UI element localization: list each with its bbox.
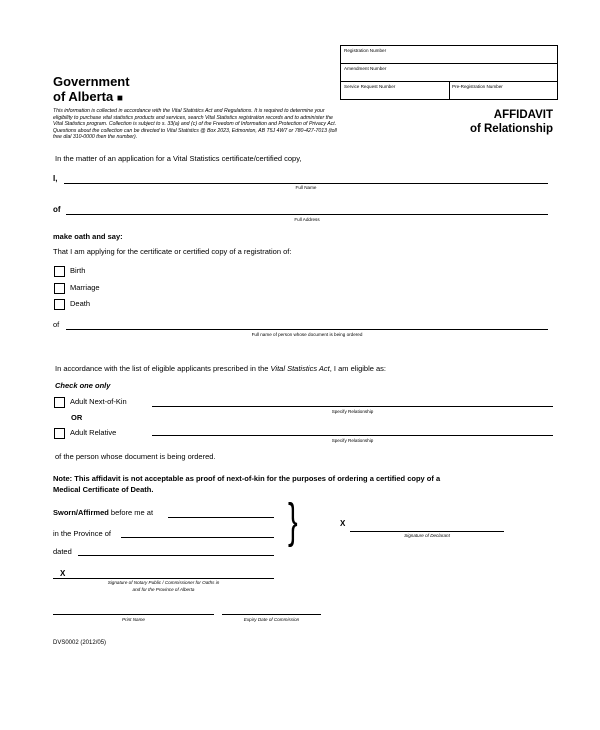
dated-label: dated (53, 547, 72, 556)
notary-x-mark: X (60, 569, 66, 578)
next-of-kin-relationship-field[interactable] (152, 406, 553, 407)
gov-line2: of Alberta (53, 89, 114, 104)
death-checkbox[interactable] (54, 299, 65, 310)
make-oath-label: make oath and say: (53, 232, 123, 241)
next-of-kin-label: Adult Next-of-Kin (70, 397, 127, 406)
gov-line1: Government (53, 74, 130, 89)
privacy-notice: This information is collected in accordance with the Vital Statistics Act and Regulations. It is required to determine your eligibility to purchase vital statistics products and services, search Vital Statistics registration records and to administer the Vital Statistics program. Collection is subject to s. 33(a) and (c) of the Freedom of Information and Protection of Privacy Act. Questions about the collection can be directed to Vital Statistics @ Box 2023, Edmonton, AB T5J 4W7 or 780-427-7013 (toll free dial 310-0000 then the number). (53, 108, 337, 141)
eligible-act: Vital Statistics Act (270, 364, 330, 373)
applying-text: That I am applying for the certificate or certified copy of a registration of: (53, 247, 292, 256)
notary-line1: Signature of Notary Public / Commissioner for Oaths in (107, 580, 220, 585)
title-line1: AFFIDAVIT (493, 109, 553, 121)
next-of-kin-checkbox[interactable] (54, 397, 65, 408)
specify-relationship-caption-2: Specify Relationship (331, 438, 374, 443)
notary-line2: and for the Province of Alberta (132, 586, 195, 592)
government-logo (53, 74, 130, 106)
marriage-label: Marriage (70, 283, 100, 292)
declarant-x-mark: X (340, 519, 346, 528)
note-line1: Note: This affidavit is not acceptable as proof of next-of-kin for the purposes of ordering a certified copy of a (53, 474, 441, 483)
amendment-number-label: Amendment Number (344, 66, 387, 71)
adult-relative-checkbox[interactable] (54, 428, 65, 439)
of-label-2: of (53, 320, 60, 329)
sworn-location-field[interactable] (168, 517, 274, 518)
person-whose-text: of the person whose document is being ordered. (55, 452, 216, 461)
note-line2: Medical Certificate of Death. (53, 485, 154, 494)
sworn-label: Sworn/Affirmed (53, 508, 109, 517)
birth-checkbox[interactable] (54, 266, 65, 277)
province-field[interactable] (121, 537, 274, 538)
registration-number-label: Registration Number (344, 48, 387, 53)
gov-mark-icon: ■ (116, 93, 123, 104)
eligible-suffix: , I am eligible as: (329, 364, 387, 373)
pre-registration-number-label: Pre-Registration Number (452, 84, 503, 89)
note-text (53, 473, 440, 495)
adult-relative-label: Adult Relative (70, 428, 117, 437)
registry-box (340, 45, 558, 100)
eligible-text (55, 364, 386, 373)
declarant-signature-field[interactable] (350, 531, 504, 532)
before-me-label: before me at (108, 508, 154, 517)
person-name-caption: Full name of person whose document is being ordered (251, 332, 363, 337)
sworn-text (53, 508, 153, 517)
check-one-label: Check one only (55, 381, 111, 390)
dated-field[interactable] (78, 555, 274, 556)
specify-relationship-caption-1: Specify Relationship (331, 409, 374, 414)
expiry-date-caption: Expiry Date of Commission (243, 617, 300, 622)
notary-caption (53, 580, 274, 593)
full-name-field[interactable] (64, 183, 548, 184)
person-name-field[interactable] (66, 329, 548, 330)
of-label: of (53, 205, 61, 214)
i-label: I, (53, 174, 58, 183)
print-name-caption: Print Name (122, 617, 145, 622)
print-name-field[interactable] (53, 614, 214, 615)
expiry-date-field[interactable] (222, 614, 321, 615)
signature-declarant-caption: Signature of Declarant (404, 533, 450, 538)
form-code: DVS0002 (2012/05) (53, 640, 107, 646)
application-intro: In the matter of an application for a Vital Statistics certificate/certified copy, (55, 154, 302, 163)
death-label: Death (70, 299, 91, 308)
notary-signature-field[interactable] (53, 578, 274, 579)
title-line2: of Relationship (469, 123, 553, 135)
full-name-caption: Full Name (295, 185, 317, 190)
brace-icon: } (288, 495, 298, 548)
or-label: OR (71, 413, 83, 422)
birth-label: Birth (70, 266, 86, 275)
eligible-prefix: In accordance with the list of eligible applicants prescribed in the (55, 364, 271, 373)
form-title (445, 108, 553, 136)
marriage-checkbox[interactable] (54, 283, 65, 294)
adult-relative-relationship-field[interactable] (152, 435, 553, 436)
full-address-field[interactable] (66, 214, 548, 215)
service-request-number-label: Service Request Number (344, 84, 396, 89)
full-address-caption: Full Address (294, 217, 320, 222)
province-label: in the Province of (53, 529, 111, 538)
